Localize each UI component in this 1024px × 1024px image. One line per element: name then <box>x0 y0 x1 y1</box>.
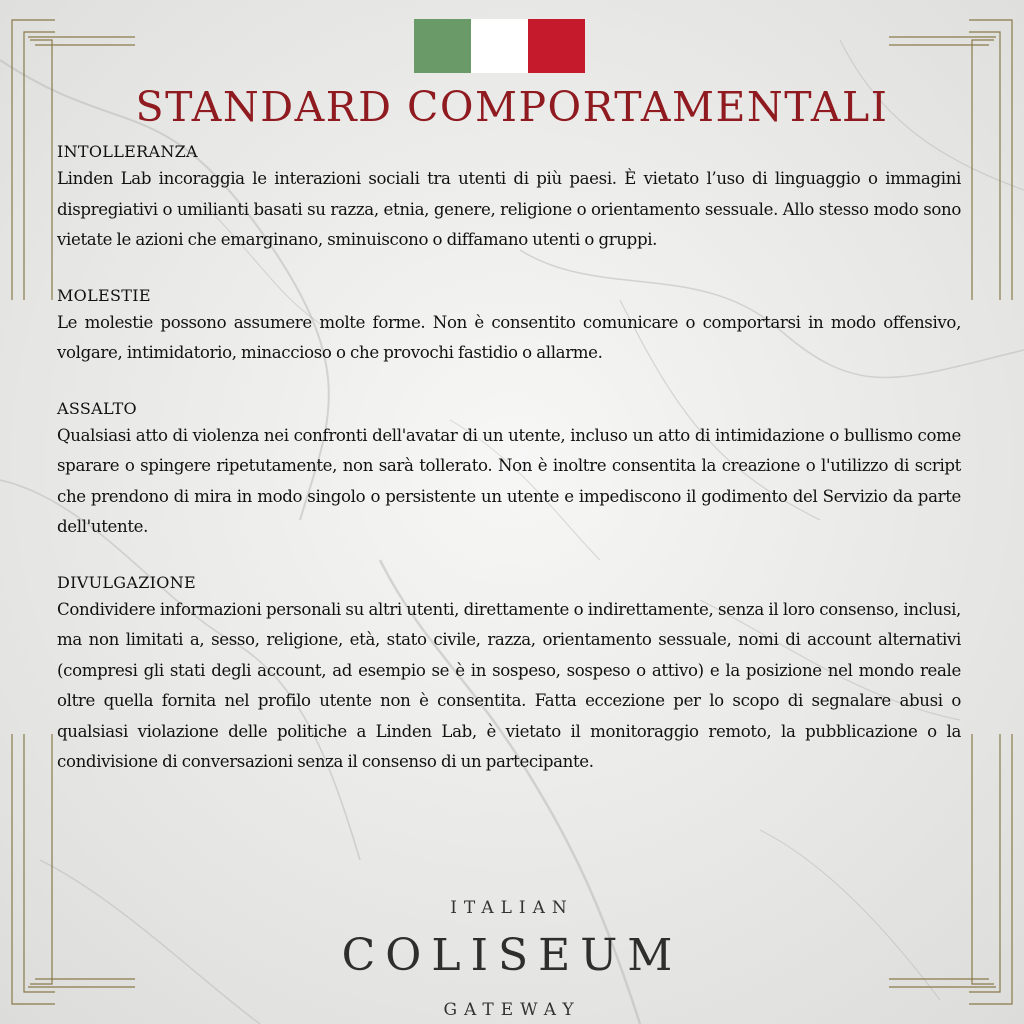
section-heading: MOLESTIE <box>57 285 151 305</box>
section-heading: INTOLLERANZA <box>57 142 198 161</box>
brand-italian: ITALIAN <box>450 898 574 918</box>
rules-content <box>57 140 961 806</box>
section-heading: ASSALTO <box>57 398 137 418</box>
section-body: Le molestie possono assumere molte forme. Non è consentito comunicare o comportarsi in modo offensivo, volgare, intimidatorio, minaccioso o che provochi fastidio o allarme. <box>57 312 961 362</box>
section-molestie <box>57 284 961 369</box>
section-body: Condividere informazioni personali su altri utenti, direttamente o indirettamente, senza il loro consenso, inclusi, ma non limitati a, sesso, religione, età, stato civile, razza, orientamento sessuale, nomi di account alternativi (compresi gli stati degli account, ad esempio se è in sospeso, sospeso o attivo) e la posizione nel mondo reale oltre quella fornita nel profilo utente non è consentita. Fatta eccezione per lo scopo di segnalare abusi o qualsiasi violazione delle politiche a Linden Lab, è vietato il monitoraggio remoto, la pubblicazione o la condivisione di conversazioni senza il consenso di un partecipante. <box>57 599 961 771</box>
flag-red-stripe <box>528 19 585 73</box>
page-title: STANDARD COMPORTAMENTALI <box>135 83 889 131</box>
flag-green-stripe <box>414 19 471 73</box>
section-divulgazione <box>57 571 961 778</box>
flag-white-stripe <box>471 19 528 73</box>
section-body: Qualsiasi atto di violenza nei confronti dell'avatar di un utente, incluso un atto di intimidazione o bullismo come sparare o spingere ripetutamente, non sarà tollerato. Non è inoltre consentita la creazione o l'utilizzo di script che prendono di mira in modo singolo o persistente un utente e impediscono il godimento del Servizio da parte dell'utente. <box>57 425 961 536</box>
section-intolleranza <box>57 140 961 256</box>
section-assalto <box>57 397 961 543</box>
section-body: Linden Lab incoraggia le interazioni sociali tra utenti di più paesi. È vietato l’uso di linguaggio o immagini dispregiativi o umilianti basati su razza, etnia, genere, religione o orientamento sessuale. Allo stesso modo sono vietate le azioni che emarginano, sminuiscono o diffamano utenti o gruppi. <box>57 169 961 249</box>
brand-coliseum: COLISEUM <box>341 930 683 981</box>
brand-gateway: GATEWAY <box>443 1000 581 1020</box>
italian-flag <box>414 19 585 73</box>
section-heading: DIVULGAZIONE <box>57 572 196 592</box>
